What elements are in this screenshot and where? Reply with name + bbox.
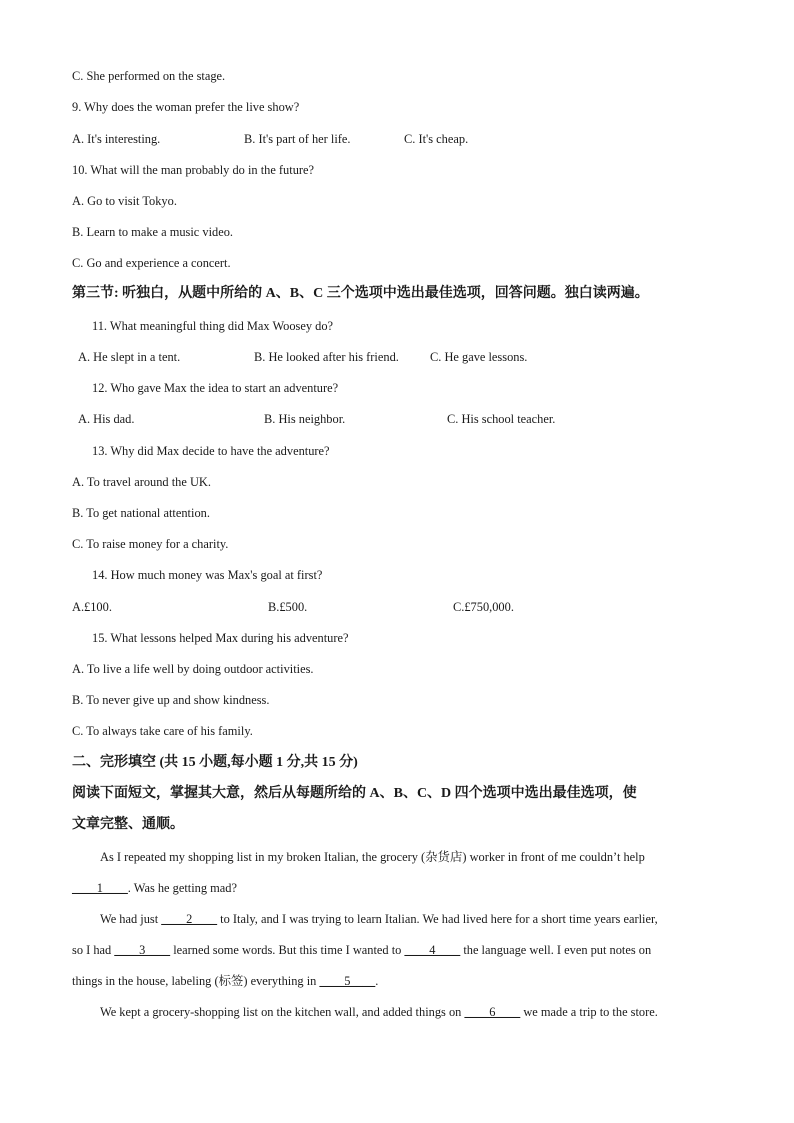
q11-option-b: B. He looked after his friend. bbox=[254, 350, 399, 364]
cloze-text: . Was he getting mad? bbox=[127, 881, 237, 895]
cloze-text: things in the house, labeling (标签) everything in bbox=[72, 974, 320, 988]
cloze-p2-line3 bbox=[72, 972, 724, 990]
cloze-p2-line1 bbox=[100, 910, 724, 928]
q10-option-c: C. Go and experience a concert. bbox=[72, 256, 231, 270]
q14-question: 14. How much money was Max's goal at first? bbox=[92, 568, 323, 582]
cloze-heading: 二、完形填空 (共 15 小题,每小题 1 分,共 15 分) bbox=[72, 755, 358, 770]
q12-option-c: C. His school teacher. bbox=[447, 412, 556, 426]
q10-option-a: A. Go to visit Tokyo. bbox=[72, 194, 177, 208]
q13-option-a: A. To travel around the UK. bbox=[72, 475, 211, 489]
q10-option-b: B. Learn to make a music video. bbox=[72, 225, 234, 239]
q13-question: 13. Why did Max decide to have the adventure? bbox=[92, 444, 330, 458]
q15-option-b: B. To never give up and show kindness. bbox=[72, 693, 270, 707]
q9-option-c: C. It's cheap. bbox=[404, 132, 469, 146]
cloze-text: We kept a grocery-shopping list on the kitchen wall, and added things on bbox=[100, 1005, 465, 1019]
q11-option-a: A. He slept in a tent. bbox=[78, 350, 181, 364]
cloze-text: so I had bbox=[72, 943, 115, 957]
q12-option-a: A. His dad. bbox=[78, 412, 135, 426]
q9-option-b: B. It's part of her life. bbox=[244, 132, 351, 146]
q9-question: 9. Why does the woman prefer the live show? bbox=[72, 100, 300, 114]
q15-option-a: A. To live a life well by doing outdoor activities. bbox=[72, 662, 314, 676]
q14-option-a: A.£100. bbox=[72, 600, 112, 614]
cloze-p1-line2 bbox=[72, 879, 724, 897]
cloze-text: we made a trip to the store. bbox=[520, 1005, 658, 1019]
cloze-blank-5: ____5____ bbox=[319, 974, 376, 988]
cloze-p2-line2 bbox=[72, 941, 724, 959]
q8-option-c: C. She performed on the stage. bbox=[72, 69, 226, 83]
q11-question: 11. What meaningful thing did Max Woosey do? bbox=[92, 319, 334, 333]
cloze-blank-2: ____2____ bbox=[161, 912, 218, 926]
q14-option-c: C.£750,000. bbox=[453, 600, 514, 614]
cloze-text: We had just bbox=[100, 912, 162, 926]
cloze-blank-3: ____3____ bbox=[114, 943, 171, 957]
cloze-p3-line1 bbox=[100, 1003, 724, 1021]
section3-instruction: 第三节: 听独白，从题中所给的 A、B、C 三个选项中选出最佳选项，回答问题。独白读两遍。 bbox=[72, 286, 649, 301]
q15-option-c: C. To always take care of his family. bbox=[72, 724, 253, 738]
cloze-blank-6: ____6____ bbox=[464, 1005, 521, 1019]
cloze-instruction-line2: 文章完整、通顺。 bbox=[72, 817, 184, 832]
cloze-text: learned some words. But this time I wanted to bbox=[170, 943, 405, 957]
cloze-text: . bbox=[375, 974, 379, 988]
q15-question: 15. What lessons helped Max during his adventure? bbox=[92, 631, 349, 645]
q10-question: 10. What will the man probably do in the future? bbox=[72, 163, 315, 177]
cloze-blank-1: ____1____ bbox=[72, 881, 128, 895]
cloze-instruction-line1: 阅读下面短文，掌握其大意，然后从每题所给的 A、B、C、D 四个选项中选出最佳选项，使 bbox=[72, 786, 637, 801]
cloze-text: to Italy, and I was trying to learn Italian. We had lived here for a short time years earlier, bbox=[217, 912, 658, 926]
q13-option-c: C. To raise money for a charity. bbox=[72, 537, 229, 551]
cloze-blank-4: ____4____ bbox=[404, 943, 461, 957]
q13-option-b: B. To get national attention. bbox=[72, 506, 210, 520]
q11-option-c: C. He gave lessons. bbox=[430, 350, 528, 364]
cloze-text: the language well. I even put notes on bbox=[460, 943, 652, 957]
q12-option-b: B. His neighbor. bbox=[264, 412, 346, 426]
q14-option-b: B.£500. bbox=[268, 600, 308, 614]
q12-question: 12. Who gave Max the idea to start an adventure? bbox=[92, 381, 339, 395]
cloze-p1-line1: As I repeated my shopping list in my broken Italian, the grocery (杂货店) worker in front of me couldn’t help bbox=[100, 850, 645, 864]
q9-option-a: A. It's interesting. bbox=[72, 132, 161, 146]
